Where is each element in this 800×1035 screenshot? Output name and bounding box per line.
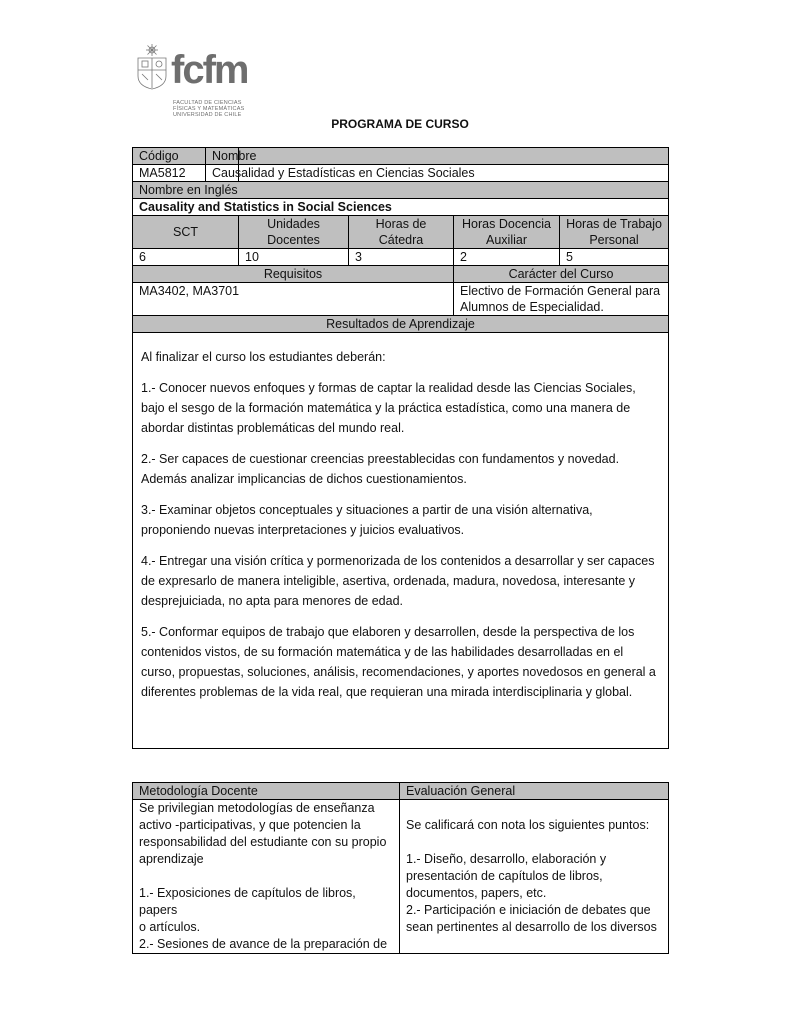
requisitos-label: Requisitos: [133, 266, 454, 283]
credits-value-sct: 6: [133, 249, 239, 266]
course-name-text: Causalidad y Estadísticas en Ciencias Sociales: [205, 165, 475, 181]
credits-value-auxiliar: 2: [454, 249, 560, 266]
credits-header-sct: SCT: [133, 216, 239, 249]
evaluacion-line: [406, 800, 662, 817]
course-name: [212, 165, 669, 182]
nombre-label-text: Nombre: [205, 148, 256, 164]
resultado-item: 2.- Ser capaces de cuestionar creencias preestablecidas con fundamentos y novedad. Además analizar implicancias de dichos cuestionamientos.: [141, 452, 620, 486]
caracter-line: Electivo de Formación General para: [460, 284, 661, 298]
metodologia-line: aprendizaje: [139, 852, 204, 866]
evaluacion-line: Se calificará con nota los siguientes puntos:: [406, 818, 650, 832]
caracter-line: Alumnos de Especialidad.: [460, 300, 604, 314]
evaluacion-line: 1.- Diseño, desarrollo, elaboración y: [406, 852, 607, 866]
metodologia-line: 1.- Exposiciones de capítulos de libros, papers: [139, 886, 356, 917]
credits-header-catedra: Horas de Cátedra: [349, 216, 454, 249]
resultado-item: 5.- Conformar equipos de trabajo que elaboren y desarrollen, desde la perspectiva de los contenidos vistos, de su formación matemática y de las habilidades desarrolladas en el curso, propuestas, soluciones, análisis, recomendaciones, y aportes novedosos en general a diferentes problemas de la vida real, que requieran una mirada interdisciplinaria y global.: [141, 625, 656, 699]
credits-header-unidades: Unidades Docentes: [239, 216, 349, 249]
credits-header-personal: Horas de Trabajo Personal: [560, 216, 669, 249]
credits-header-auxiliar: Horas Docencia Auxiliar: [454, 216, 560, 249]
evaluacion-line: [406, 834, 662, 851]
caracter-label: Carácter del Curso: [454, 266, 669, 283]
logo-subtitle-line: FACULTAD DE CIENCIAS: [173, 100, 242, 106]
codigo-label: Código: [133, 148, 239, 165]
university-emblem-icon: [135, 42, 169, 90]
metodologia-line: Se privilegian metodologías de enseñanza: [139, 801, 375, 815]
resultado-item: 4.- Entregar una visión crítica y pormenorizada de los contenidos a desarrollar y ser capaces de expresarlo de manera inteligible, asertiva, ordenada, madura, novedosa, interesante y desprejuiciada, no apta para menores de edad.: [141, 554, 655, 608]
english-name-label: Nombre en Inglés: [133, 182, 669, 199]
resultados-intro: Al finalizar el curso los estudiantes deberán:: [141, 350, 386, 364]
methodology-table: [132, 782, 669, 954]
resultado-item: 3.- Examinar objetos conceptuales y situaciones a partir de una visión alternativa, proponiendo nuevas interpretaciones y juicios evaluativos.: [141, 503, 593, 537]
metodologia-line: o artículos.: [139, 920, 201, 934]
evaluacion-line: sean pertinentes al desarrollo de los diversos: [406, 920, 657, 934]
credits-value-unidades: 10: [239, 249, 349, 266]
resultado-item: 1.- Conocer nuevos enfoques y formas de captar la realidad desde las Ciencias Sociales, bajo el sesgo de la formación matemática y la práctica estadística, como una manera de abordar distintas problemáticas del mundo real.: [141, 381, 636, 435]
resultados-label: Resultados de Aprendizaje: [133, 316, 669, 333]
credits-value-catedra: 3: [349, 249, 454, 266]
resultados-body: [133, 333, 669, 749]
nombre-label: [212, 148, 669, 165]
logo-subtitle-line: UNIVERSIDAD DE CHILE: [173, 112, 242, 118]
metodologia-label: Metodología Docente: [133, 783, 400, 800]
fcfm-logo: [135, 42, 265, 120]
evaluacion-line: 2.- Participación e iniciación de debates que: [406, 903, 651, 917]
metodologia-line: activo -participativas, y que potencien la: [139, 818, 361, 832]
evaluacion-body: [400, 800, 669, 954]
metodologia-line: 2.- Sesiones de avance de la preparación de: [139, 937, 388, 951]
logo-wordmark: fcfm: [171, 48, 248, 92]
metodologia-line: responsabilidad del estudiante con su propio: [139, 835, 387, 849]
requisitos-value: MA3402, MA3701: [133, 283, 454, 316]
metodologia-body: [133, 800, 400, 954]
credits-value-personal: 5: [560, 249, 669, 266]
page-title: PROGRAMA DE CURSO: [331, 117, 469, 131]
metodologia-line: [139, 868, 393, 885]
logo-subtitle-line: FÍSICAS Y MATEMÁTICAS: [173, 106, 245, 112]
evaluacion-label: Evaluación General: [400, 783, 669, 800]
evaluacion-line: presentación de capítulos de libros,: [406, 869, 603, 883]
course-table: [132, 147, 669, 749]
evaluacion-line: documentos, papers, etc.: [406, 886, 547, 900]
caracter-value: [454, 283, 669, 316]
english-name: Causality and Statistics in Social Sciences: [133, 199, 669, 216]
course-code-text: MA5812: [139, 166, 186, 180]
